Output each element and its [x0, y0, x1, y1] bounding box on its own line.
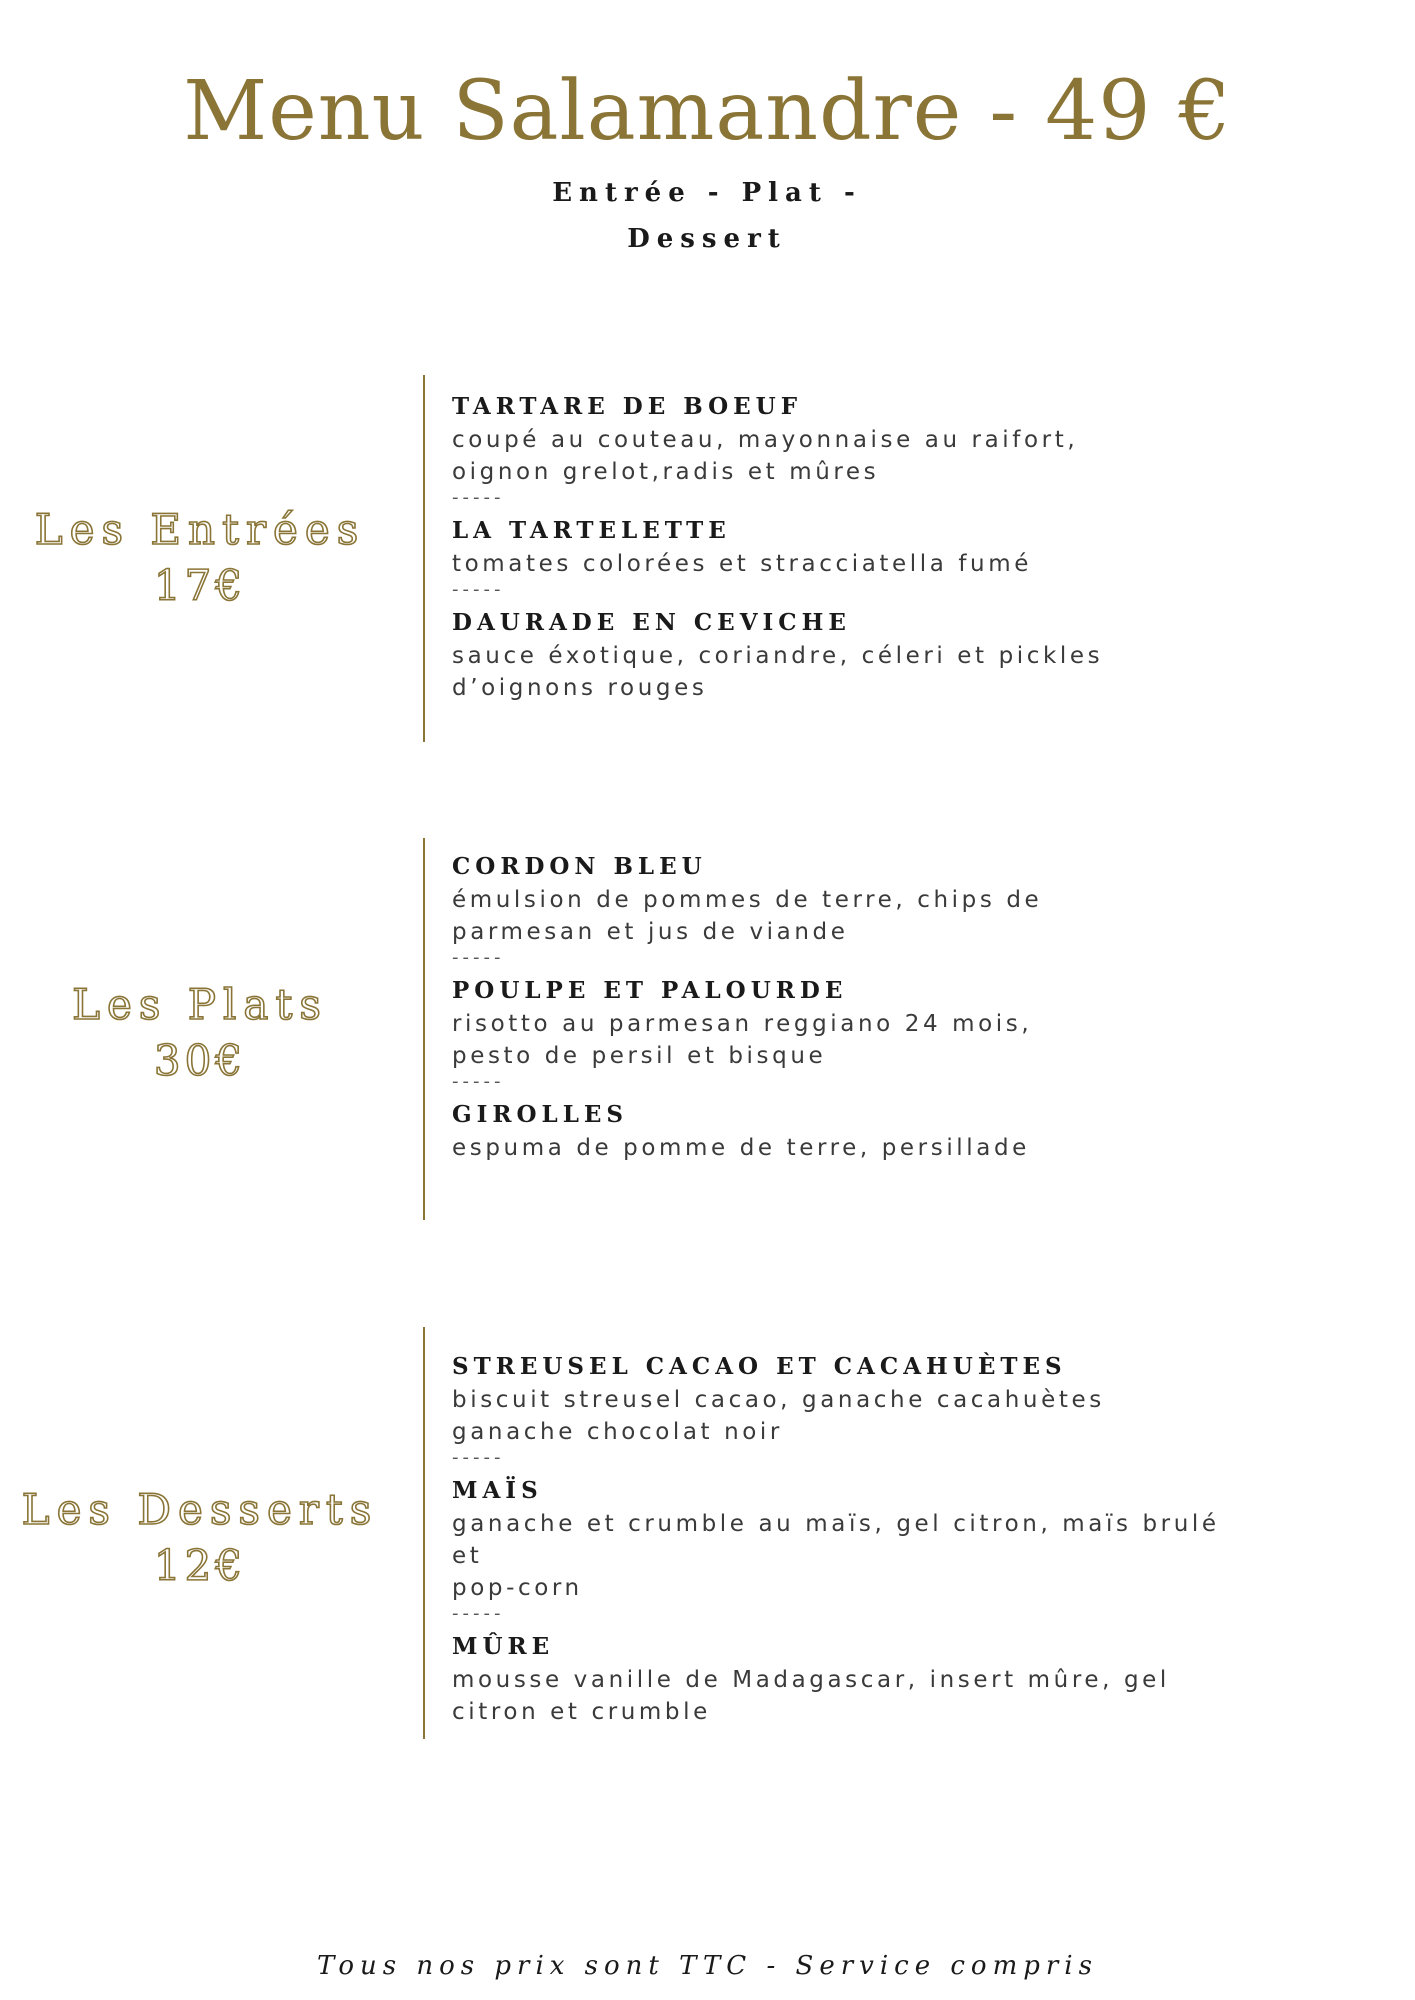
section-divider [423, 375, 425, 742]
item-desc: d’oignons rouges [452, 675, 708, 701]
menu-subtitle [507, 170, 907, 262]
item-name: STREUSEL CACAO ET CACAHUÈTES [452, 1353, 1067, 1380]
item-name: POULPE ET PALOURDE [452, 977, 848, 1004]
item-name: MÛRE [452, 1633, 555, 1660]
subtitle-line-2: Dessert [627, 224, 787, 254]
section-label-desserts [0, 1482, 400, 1594]
section-name: Les Desserts [21, 1485, 379, 1534]
menu-item [452, 1350, 1232, 1448]
section-label-plats [0, 977, 400, 1089]
item-separator: ----- [452, 487, 505, 508]
menu-item [452, 974, 1232, 1072]
item-name: GIROLLES [452, 1101, 629, 1128]
section-price: 30€ [153, 1036, 247, 1085]
item-desc: mousse vanille de Madagascar, insert mûre, gel [452, 1667, 1170, 1693]
item-desc: parmesan et jus de viande [452, 919, 849, 945]
menu-item [452, 514, 1232, 580]
footer-note: Tous nos prix sont TTC - Service compris [317, 1951, 1098, 1981]
menu-title: Menu Salamandre - 49 € [183, 64, 1232, 159]
item-desc: citron et crumble [452, 1699, 711, 1725]
item-separator: ----- [452, 947, 505, 968]
menu-item [452, 390, 1232, 488]
menu-item [452, 1474, 1232, 1604]
section-name: Les Plats [72, 980, 328, 1029]
item-name: MAÏS [452, 1477, 543, 1504]
item-desc: sauce éxotique, coriandre, céleri et pickles [452, 643, 1104, 669]
menu-item [452, 1630, 1232, 1728]
menu-item [452, 850, 1232, 948]
section-items-desserts [452, 1350, 1232, 1728]
item-name: TARTARE DE BOEUF [452, 393, 803, 420]
item-desc: coupé au couteau, mayonnaise au raifort, [452, 427, 1079, 453]
item-name: LA TARTELETTE [452, 517, 731, 544]
item-desc: espuma de pomme de terre, persillade [452, 1135, 1030, 1161]
item-name: DAURADE EN CEVICHE [452, 609, 851, 636]
menu-item [452, 1098, 1232, 1164]
item-desc: tomates colorées et stracciatella fumé [452, 551, 1032, 577]
item-desc: ganache chocolat noir [452, 1419, 783, 1445]
item-separator: ----- [452, 579, 505, 600]
item-desc: oignon grelot,radis et mûres [452, 459, 880, 485]
item-separator: ----- [452, 1603, 505, 1624]
item-desc: pesto de persil et bisque [452, 1043, 827, 1069]
item-desc: risotto au parmesan reggiano 24 mois, [452, 1011, 1033, 1037]
section-price: 12€ [153, 1541, 247, 1590]
section-divider [423, 838, 425, 1220]
item-separator: ----- [452, 1071, 505, 1092]
section-price: 17€ [153, 561, 247, 610]
item-name: CORDON BLEU [452, 853, 707, 880]
item-desc: émulsion de pommes de terre, chips de [452, 887, 1043, 913]
item-desc: biscuit streusel cacao, ganache cacahuètes [452, 1387, 1105, 1413]
item-separator: ----- [452, 1447, 505, 1468]
section-items-plats [452, 850, 1232, 1164]
item-desc: ganache et crumble au maïs, gel citron, maïs brulé et [452, 1511, 1220, 1569]
section-items-entrees [452, 390, 1232, 704]
section-divider [423, 1327, 425, 1739]
section-label-entrees [0, 502, 400, 614]
menu-item [452, 606, 1232, 704]
section-name: Les Entrées [34, 505, 366, 554]
item-desc: pop-corn [452, 1575, 583, 1601]
subtitle-line-1: Entrée - Plat - [552, 178, 862, 208]
